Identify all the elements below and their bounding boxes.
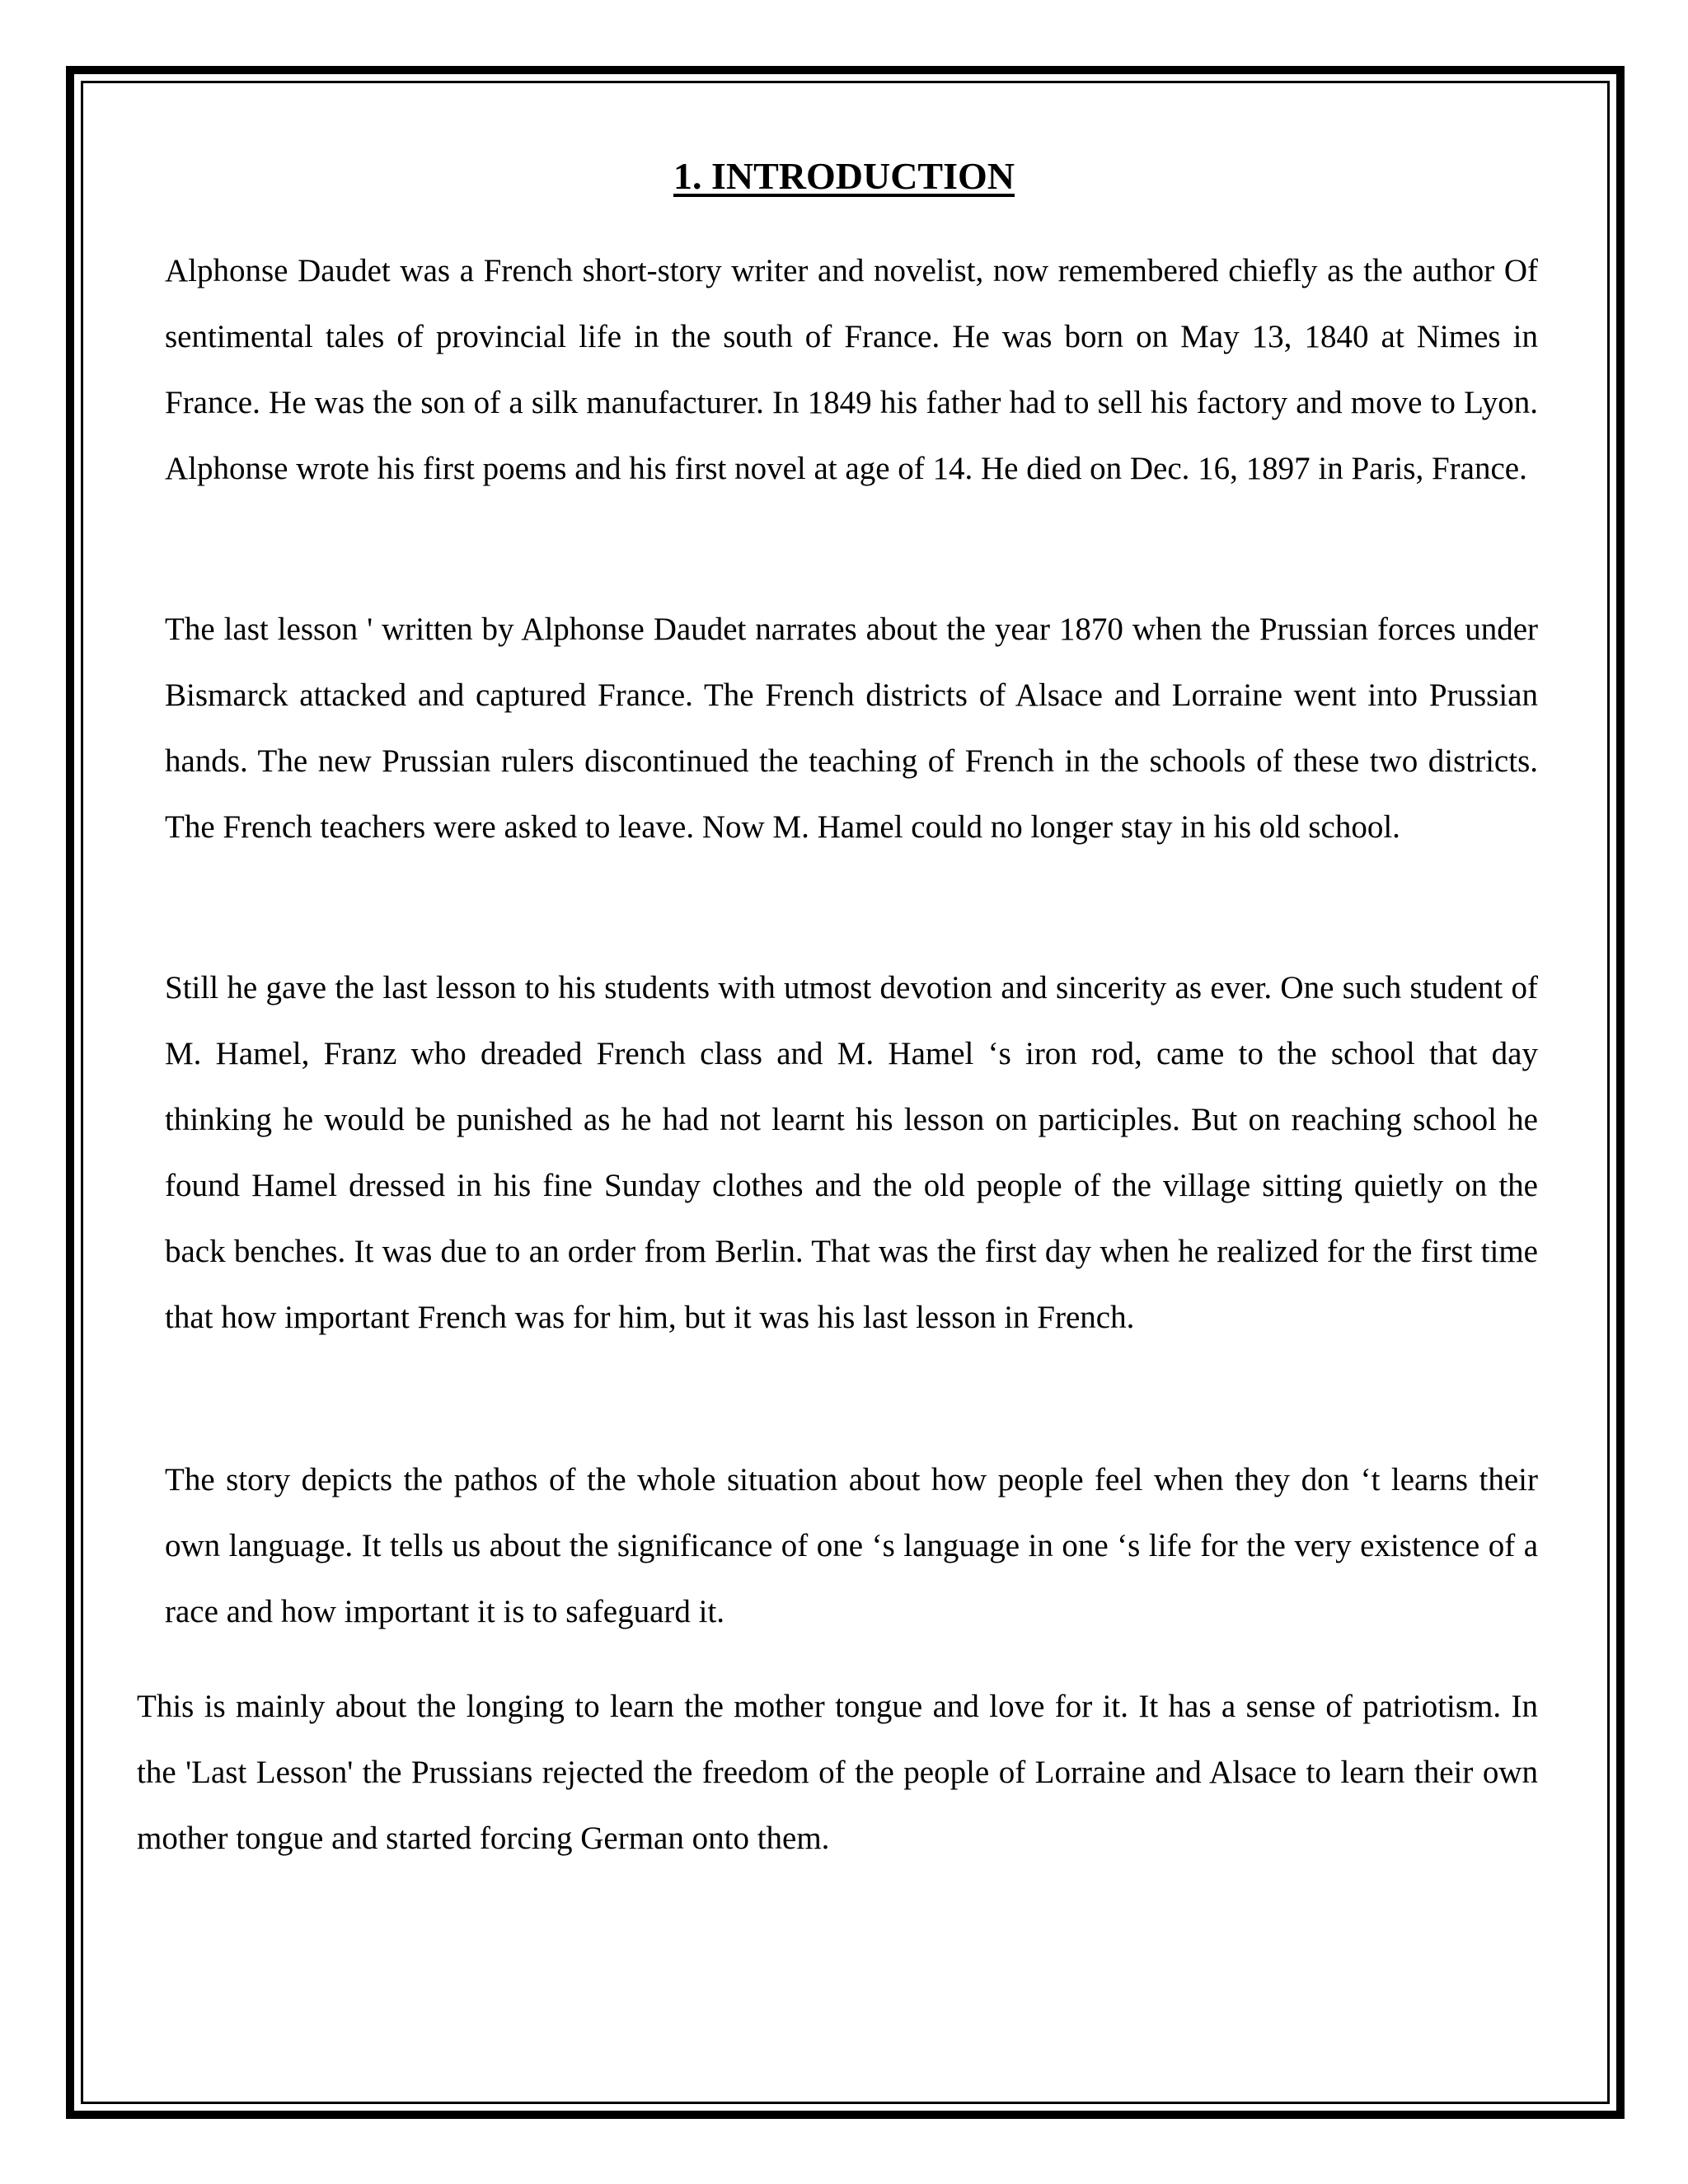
paragraph-last-lesson: Still he gave the last lesson to his students with utmost devotion and sincerity as ever. One such student of M. Hamel, Franz who dreaded French class and M. Hamel ‘s iron rod, came to the school that day thinking he would be punished as he had not learnt his lesson on participles. But on reaching school he found Hamel dressed in his fine Sunday clothes and the old people of the village sitting quietly on the back benches. It was due to an order from Berlin. That was the first day when he realized for the first time that how important French was for him, but it was his last lesson in French. — [165, 970, 1538, 1335]
paragraph-author-bio: Alphonse Daudet was a French short-story writer and novelist, now remembered chiefly as the author Of sentimental tales of provincial life in the south of France. He was born on May 13, 1840 at Nimes in France. He was the son of a silk manufacturer. In 1849 his father had to sell his factory and move to Lyon. Alphonse wrote his first poems and his first novel at age of 14. He died on Dec. 16, 1897 in Paris, France. — [165, 253, 1538, 486]
paragraph-story-background: The last lesson ' written by Alphonse Daudet narrates about the year 1870 when the Prussian forces under Bismarck attacked and captured France. The French districts of Alsace and Lorraine went into Prussian hands. The new Prussian rulers discontinued the teaching of French in the schools of these two districts. The French teachers were asked to leave. Now M. Hamel could no longer stay in his old school. — [165, 612, 1538, 845]
paragraph-mother-tongue: This is mainly about the longing to learn the mother tongue and love for it. It has a sense of patriotism. In the 'Last Lesson' the Prussians rejected the freedom of the people of Lorraine and Alsace to learn their own mother tongue and started forcing German onto them. — [137, 1689, 1538, 1856]
paragraph-story-theme: The story depicts the pathos of the whole situation about how people feel when they don ‘t learns their own language. It tells us about the significance of one ‘s language in one ‘s life for the very existence of a race and how important it is to safeguard it. — [165, 1462, 1538, 1629]
page-title: 1. INTRODUCTION — [673, 155, 1015, 197]
